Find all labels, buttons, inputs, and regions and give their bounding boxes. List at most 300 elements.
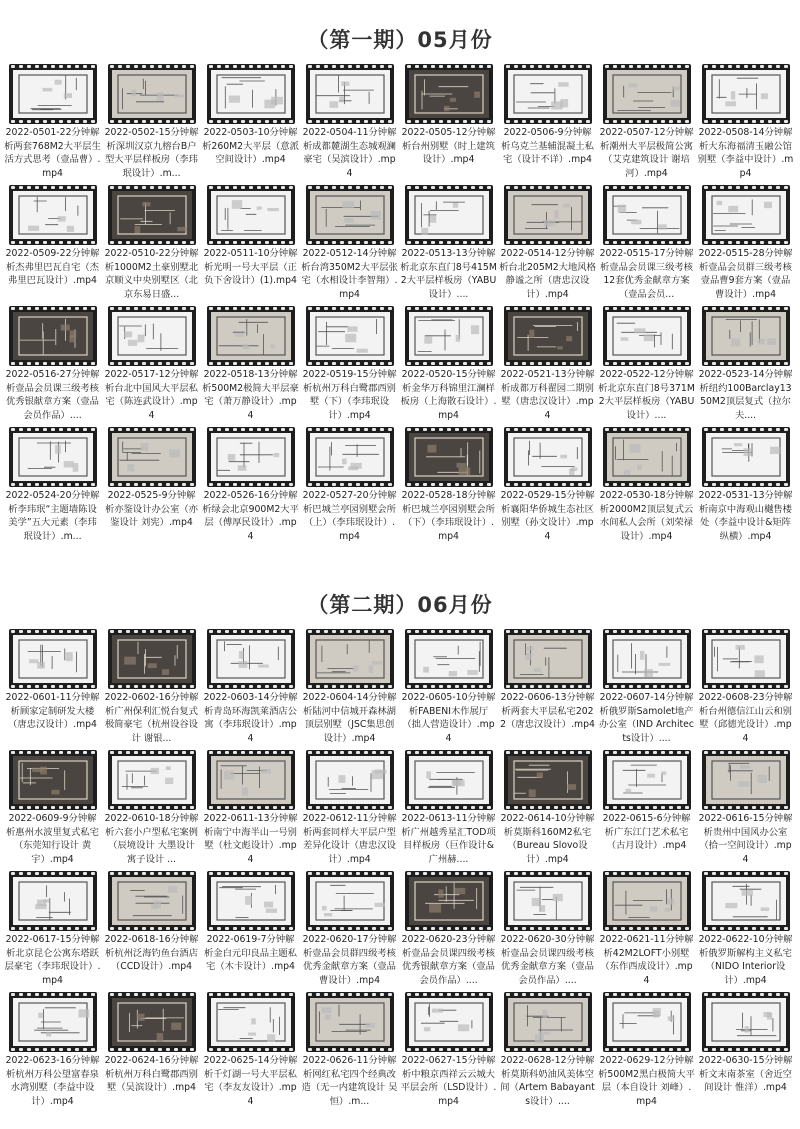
video-row [4, 185, 796, 303]
video-file-name: 2022-0524-20分钟解析李玮珉“主题墙陈设美学”五大元素（李玮珉设计）.m... [5, 490, 100, 542]
video-thumbnail[interactable] [702, 871, 790, 931]
video-file-item[interactable] [598, 750, 695, 868]
video-thumbnail[interactable] [108, 64, 196, 124]
floor-plan-preview-image [607, 635, 687, 683]
film-strip-holes [9, 482, 97, 487]
floor-plan-preview-image [607, 191, 687, 239]
video-file-name: 2022-0520-15分钟解析金华万科锦里江澜样板房（上海散石设计）.mp4 [400, 369, 497, 421]
video-file-item[interactable] [103, 871, 200, 989]
video-thumbnail[interactable] [9, 750, 97, 810]
video-file-item[interactable] [598, 64, 695, 182]
floor-plan-preview-image [112, 756, 192, 804]
video-file-item[interactable] [202, 64, 299, 182]
video-file-item[interactable] [400, 750, 497, 868]
video-thumbnail[interactable] [207, 185, 295, 245]
video-file-name: 2022-0602-16分钟解析广州保利汇悦台复式极简豪宅（杭州设谷设计 谢银... [104, 692, 199, 744]
film-strip-holes [9, 629, 97, 634]
video-file-item[interactable] [301, 750, 398, 868]
video-file-item[interactable] [697, 750, 794, 868]
floor-plan-preview-image [706, 433, 786, 481]
film-strip-holes [207, 119, 295, 124]
video-file-name: 2022-0615-6分钟解析广东江门艺术私宅（古月设计）.mp4 [602, 813, 691, 851]
video-file-name: 2022-0629-12分钟解析500M2黑白极简大平层（本自设计 刘峰）.mp4 [598, 1055, 695, 1107]
video-thumbnail[interactable] [306, 306, 394, 366]
video-file-item[interactable] [103, 750, 200, 868]
video-row [4, 992, 796, 1110]
film-strip-holes [603, 992, 691, 997]
video-thumbnail[interactable] [405, 185, 493, 245]
film-strip-holes [207, 185, 295, 190]
floor-plan-preview-image [310, 70, 390, 118]
video-thumbnail[interactable] [108, 629, 196, 689]
video-thumbnail[interactable] [9, 992, 97, 1052]
film-strip-holes [9, 240, 97, 245]
film-strip-holes [702, 750, 790, 755]
video-file-item[interactable] [202, 185, 299, 303]
video-thumbnail[interactable] [405, 629, 493, 689]
video-file-name: 2022-0514-12分钟解析台北205M2大地风格静谧之所（唐忠汉设计）.mp4 [499, 248, 596, 300]
floor-plan-preview-image [13, 312, 93, 360]
video-file-item[interactable] [400, 871, 497, 989]
video-thumbnail[interactable] [702, 427, 790, 487]
video-thumbnail[interactable] [207, 629, 295, 689]
video-thumbnail[interactable] [603, 992, 691, 1052]
film-strip-holes [306, 306, 394, 311]
film-strip-holes [306, 119, 394, 124]
film-strip-holes [702, 361, 790, 366]
video-file-name: 2022-0515-28分钟解析壹品会员群三级考核壹品曹9套方案（壹品曹设计）.mp4 [698, 248, 793, 300]
film-strip-holes [108, 64, 196, 69]
video-file-item[interactable] [499, 185, 596, 303]
floor-plan-preview-image [13, 191, 93, 239]
film-strip-holes [207, 361, 295, 366]
floor-plan-preview-image [508, 635, 588, 683]
video-thumbnail[interactable] [504, 750, 592, 810]
film-strip-holes [504, 684, 592, 689]
floor-plan-preview-image [13, 877, 93, 925]
film-strip-holes [504, 1047, 592, 1052]
film-strip-holes [702, 240, 790, 245]
video-thumbnail[interactable] [9, 871, 97, 931]
video-file-item[interactable] [301, 992, 398, 1110]
video-thumbnail[interactable] [702, 992, 790, 1052]
floor-plan-preview-image [508, 191, 588, 239]
film-strip-holes [603, 805, 691, 810]
film-strip-holes [702, 306, 790, 311]
video-file-item[interactable] [499, 427, 596, 545]
film-strip-holes [306, 361, 394, 366]
video-thumbnail[interactable] [702, 629, 790, 689]
video-file-item[interactable] [202, 871, 299, 989]
video-file-name: 2022-0519-15分钟解析杭州万科白鹭郡西别墅（下）（李玮珉设计）.mp4 [302, 369, 397, 421]
video-thumbnail[interactable] [306, 629, 394, 689]
video-grid [4, 64, 796, 548]
video-file-name: 2022-0622-10分钟解析俄罗斯解构主义私宅（NIDO Interior设计）.mp4 [698, 934, 793, 986]
floor-plan-preview-image [13, 433, 93, 481]
video-row [4, 427, 796, 545]
film-strip-holes [207, 1047, 295, 1052]
video-file-item[interactable] [301, 871, 398, 989]
video-thumbnail[interactable] [306, 185, 394, 245]
video-row [4, 629, 796, 747]
video-thumbnail[interactable] [108, 750, 196, 810]
film-strip-holes [504, 805, 592, 810]
video-file-item[interactable] [301, 427, 398, 545]
floor-plan-preview-image [508, 433, 588, 481]
floor-plan-preview-image [607, 433, 687, 481]
video-thumbnail[interactable] [603, 185, 691, 245]
video-thumbnail[interactable] [9, 185, 97, 245]
floor-plan-preview-image [706, 635, 786, 683]
film-strip-holes [405, 306, 493, 311]
film-strip-holes [603, 750, 691, 755]
film-strip-holes [702, 629, 790, 634]
film-strip-holes [108, 240, 196, 245]
film-strip-holes [702, 926, 790, 931]
video-thumbnail[interactable] [405, 750, 493, 810]
film-strip-holes [108, 871, 196, 876]
film-strip-holes [207, 64, 295, 69]
video-file-name: 2022-0601-11分钟解析顾家定制研发大楼（唐忠汉设计）.mp4 [5, 692, 100, 730]
video-file-item[interactable] [4, 629, 101, 747]
video-thumbnail[interactable] [405, 427, 493, 487]
floor-plan-preview-image [607, 877, 687, 925]
video-thumbnail[interactable] [207, 992, 295, 1052]
video-file-item[interactable] [301, 306, 398, 424]
film-strip-holes [108, 361, 196, 366]
video-file-item[interactable] [598, 185, 695, 303]
video-thumbnail[interactable] [504, 629, 592, 689]
video-file-item[interactable] [301, 185, 398, 303]
floor-plan-preview-image [409, 191, 489, 239]
video-file-item[interactable] [4, 64, 101, 182]
video-file-name: 2022-0609-9分钟解析惠州水波里复式私宅（东莞知行设计 黄宇）.mp4 [6, 813, 99, 865]
film-strip-holes [504, 361, 592, 366]
video-file-item[interactable] [598, 629, 695, 747]
video-thumbnail[interactable] [207, 871, 295, 931]
video-file-name: 2022-0527-20分钟解析巴城兰亭园别墅会所（上）（李玮珉设计）.mp4 [302, 490, 397, 542]
video-file-item[interactable] [202, 427, 299, 545]
video-file-item[interactable] [202, 629, 299, 747]
video-thumbnail[interactable] [702, 750, 790, 810]
floor-plan-preview-image [409, 756, 489, 804]
video-file-name: 2022-0604-14分钟解析陆河中信城开森林湖顶层别墅（JSC集思创设计）.mp4 [302, 692, 397, 744]
film-strip-holes [603, 1047, 691, 1052]
video-thumbnail[interactable] [108, 992, 196, 1052]
video-thumbnail[interactable] [603, 871, 691, 931]
floor-plan-preview-image [706, 877, 786, 925]
floor-plan-preview-image [310, 756, 390, 804]
video-thumbnail[interactable] [702, 185, 790, 245]
video-row [4, 306, 796, 424]
video-file-item[interactable] [697, 629, 794, 747]
floor-plan-preview-image [211, 756, 291, 804]
video-file-name: 2022-0610-18分钟解析六套小户型私宅案例（辰境设计 大墨设计 寓子设计 ... [104, 813, 199, 865]
video-thumbnail[interactable] [306, 427, 394, 487]
video-file-item[interactable] [400, 185, 497, 303]
video-thumbnail[interactable] [306, 64, 394, 124]
video-thumbnail[interactable] [405, 306, 493, 366]
video-file-name: 2022-0614-10分钟解析莫斯科160M2私宅（Bureau Slovo设计）.mp4 [500, 813, 595, 865]
video-file-name: 2022-0620-17分钟解析壹品会员群四级考核优秀金献章方案（壹品曹设计）.mp4 [302, 934, 397, 986]
video-file-item[interactable] [697, 992, 794, 1110]
video-file-item[interactable] [4, 427, 101, 545]
video-file-item[interactable] [202, 992, 299, 1110]
video-file-name: 2022-0531-13分钟解析南京中海观山樾售楼处（李益中设计&矩阵纵横）.mp4 [698, 490, 793, 542]
film-strip-holes [306, 629, 394, 634]
video-thumbnail[interactable] [306, 750, 394, 810]
video-file-item[interactable] [301, 629, 398, 747]
video-file-item[interactable] [499, 306, 596, 424]
video-file-item[interactable] [4, 871, 101, 989]
film-strip-holes [504, 629, 592, 634]
video-file-item[interactable] [103, 306, 200, 424]
video-file-item[interactable] [103, 629, 200, 747]
video-file-name: 2022-0508-14分钟解析大东海福清玉融公馆别墅（李益中设计）.mp4 [697, 127, 794, 179]
video-thumbnail[interactable] [207, 306, 295, 366]
video-thumbnail[interactable] [504, 306, 592, 366]
video-file-item[interactable] [499, 64, 596, 182]
film-strip-holes [9, 684, 97, 689]
film-strip-holes [504, 185, 592, 190]
video-file-item[interactable] [4, 992, 101, 1110]
film-strip-holes [9, 750, 97, 755]
video-file-item[interactable] [4, 306, 101, 424]
video-thumbnail[interactable] [504, 871, 592, 931]
floor-plan-preview-image [706, 191, 786, 239]
video-file-item[interactable] [499, 871, 596, 989]
video-file-item[interactable] [103, 992, 200, 1110]
film-strip-holes [603, 427, 691, 432]
film-strip-holes [504, 306, 592, 311]
video-file-name: 2022-0526-16分钟解析绿会北京900M2大平层（傅厚民设计）.mp4 [202, 490, 299, 542]
film-strip-holes [306, 427, 394, 432]
film-strip-holes [9, 805, 97, 810]
video-file-name: 2022-0606-13分钟解析两套大平层私宅2022（唐忠汉设计）.mp4 [500, 692, 595, 730]
floor-plan-preview-image [211, 877, 291, 925]
video-thumbnail[interactable] [207, 427, 295, 487]
video-file-name: 2022-0512-14分钟解析台湾350M2大平层张宅（水相设计李智翔）.mp4 [301, 248, 398, 300]
film-strip-holes [603, 185, 691, 190]
video-row [4, 871, 796, 989]
video-thumbnail[interactable] [9, 629, 97, 689]
film-strip-holes [603, 240, 691, 245]
film-strip-holes [108, 119, 196, 124]
film-strip-holes [306, 871, 394, 876]
film-strip-holes [108, 1047, 196, 1052]
video-thumbnail[interactable] [108, 871, 196, 931]
film-strip-holes [405, 119, 493, 124]
video-thumbnail[interactable] [306, 992, 394, 1052]
video-file-item[interactable] [400, 629, 497, 747]
video-file-item[interactable] [697, 306, 794, 424]
video-thumbnail[interactable] [504, 64, 592, 124]
film-strip-holes [207, 750, 295, 755]
video-file-item[interactable] [697, 871, 794, 989]
floor-plan-preview-image [211, 312, 291, 360]
video-thumbnail[interactable] [405, 64, 493, 124]
floor-plan-preview-image [310, 433, 390, 481]
floor-plan-preview-image [310, 312, 390, 360]
video-thumbnail[interactable] [9, 427, 97, 487]
video-file-name: 2022-0607-14分钟解析俄罗斯Samolet地产办公室（IND Architects设计）.... [598, 692, 695, 744]
film-strip-holes [702, 427, 790, 432]
video-file-item[interactable] [4, 185, 101, 303]
video-file-item[interactable] [4, 750, 101, 868]
video-file-name: 2022-0627-15分钟解析中粮京西祥云云城大平层会所（LSD设计）.mp4 [400, 1055, 497, 1107]
video-file-item[interactable] [202, 750, 299, 868]
film-strip-holes [405, 361, 493, 366]
floor-plan-preview-image [508, 877, 588, 925]
floor-plan-preview-image [310, 191, 390, 239]
floor-plan-preview-image [13, 635, 93, 683]
video-thumbnail[interactable] [702, 306, 790, 366]
video-file-item[interactable] [202, 306, 299, 424]
film-strip-holes [9, 926, 97, 931]
video-thumbnail[interactable] [603, 306, 691, 366]
film-strip-holes [405, 926, 493, 931]
video-file-name: 2022-0625-14分钟解析千灯湖一号大平层私宅（李友友设计）.mp4 [203, 1055, 298, 1107]
film-strip-holes [504, 119, 592, 124]
film-strip-holes [504, 482, 592, 487]
video-file-name: 2022-0624-16分钟解析杭州万科白鹭郡西别墅（吴滨设计）.mp4 [104, 1055, 199, 1093]
floor-plan-preview-image [409, 635, 489, 683]
floor-plan-preview-image [607, 312, 687, 360]
video-file-item[interactable] [598, 427, 695, 545]
film-strip-holes [504, 427, 592, 432]
floor-plan-preview-image [508, 70, 588, 118]
video-file-item[interactable] [103, 64, 200, 182]
floor-plan-preview-image [409, 312, 489, 360]
video-file-name: 2022-0619-7分钟解析金白元印良品主题私宅（木卡设计）.mp4 [204, 934, 297, 972]
film-strip-holes [306, 992, 394, 997]
film-strip-holes [405, 482, 493, 487]
video-thumbnail[interactable] [108, 306, 196, 366]
film-strip-holes [603, 361, 691, 366]
video-file-name: 2022-0611-13分钟解析南宁中海半山一号别墅（杜文彪设计）.mp4 [203, 813, 298, 865]
video-thumbnail[interactable] [9, 306, 97, 366]
video-file-item[interactable] [400, 992, 497, 1110]
video-thumbnail[interactable] [603, 64, 691, 124]
period-section [0, 565, 800, 1125]
video-file-item[interactable] [598, 871, 695, 989]
film-strip-holes [9, 306, 97, 311]
floor-plan-preview-image [706, 998, 786, 1046]
video-file-item[interactable] [499, 992, 596, 1110]
video-thumbnail[interactable] [306, 871, 394, 931]
film-strip-holes [306, 482, 394, 487]
film-strip-holes [702, 805, 790, 810]
film-strip-holes [9, 119, 97, 124]
floor-plan-preview-image [409, 433, 489, 481]
floor-plan-preview-image [310, 635, 390, 683]
video-file-name: 2022-0605-10分钟解析FABENI木作展厅（拙人营造设计）.mp4 [401, 692, 496, 744]
floor-plan-preview-image [112, 191, 192, 239]
video-thumbnail[interactable] [207, 64, 295, 124]
video-file-item[interactable] [301, 64, 398, 182]
video-thumbnail[interactable] [702, 64, 790, 124]
video-file-name: 2022-0504-11分钟解析成都麓湖生态城观澜豪宅（吴滨设计）.mp4 [302, 127, 397, 179]
film-strip-holes [9, 185, 97, 190]
film-strip-holes [207, 629, 295, 634]
video-thumbnail[interactable] [504, 185, 592, 245]
video-thumbnail[interactable] [603, 629, 691, 689]
video-file-name: 2022-0628-12分钟解析莫斯科奶油风美体空间（Artem Babayants设计）.... [500, 1055, 595, 1107]
floor-plan-preview-image [112, 70, 192, 118]
film-strip-holes [306, 805, 394, 810]
video-file-item[interactable] [697, 427, 794, 545]
video-grid [4, 629, 796, 1113]
video-thumbnail[interactable] [405, 871, 493, 931]
video-thumbnail[interactable] [504, 992, 592, 1052]
film-strip-holes [306, 1047, 394, 1052]
film-strip-holes [603, 119, 691, 124]
video-file-item[interactable] [499, 629, 596, 747]
video-thumbnail[interactable] [207, 750, 295, 810]
film-strip-holes [405, 750, 493, 755]
film-strip-holes [702, 119, 790, 124]
video-file-name: 2022-0608-23分钟解析台州德信江山云和别墅（邱德光设计）.mp4 [698, 692, 793, 744]
video-thumbnail[interactable] [504, 427, 592, 487]
floor-plan-preview-image [409, 998, 489, 1046]
video-file-name: 2022-0530-18分钟解析2000M2顶层复式云水间私人会所（刘荣禄设计）.mp4 [599, 490, 694, 542]
video-file-item[interactable] [400, 64, 497, 182]
video-file-item[interactable] [400, 306, 497, 424]
video-file-name: 2022-0620-30分钟解析壹品会员课四级考核优秀金献章方案（壹品会员作品）.... [500, 934, 595, 986]
video-file-name: 2022-0510-22分钟解析1000M2土豪别墅北京顺义中央别墅区（北京东易日盛... [104, 248, 199, 300]
film-strip-holes [306, 64, 394, 69]
film-strip-holes [405, 185, 493, 190]
film-strip-holes [603, 306, 691, 311]
video-file-item[interactable] [598, 992, 695, 1110]
video-file-name: 2022-0502-15分钟解析深圳汉京九榕台B户型大平层样板房（李玮珉设计）.m... [104, 127, 199, 179]
film-strip-holes [504, 240, 592, 245]
video-thumbnail[interactable] [603, 427, 691, 487]
floor-plan-preview-image [409, 877, 489, 925]
film-strip-holes [702, 482, 790, 487]
video-file-item[interactable] [499, 750, 596, 868]
film-strip-holes [9, 1047, 97, 1052]
video-file-item[interactable] [697, 185, 794, 303]
video-file-name: 2022-0518-13分钟解析500M2极简大平层豪宅（萧万静设计）.mp4 [202, 369, 299, 421]
video-file-item[interactable] [103, 185, 200, 303]
video-thumbnail[interactable] [405, 992, 493, 1052]
video-file-item[interactable] [598, 306, 695, 424]
video-file-item[interactable] [103, 427, 200, 545]
video-thumbnail[interactable] [108, 185, 196, 245]
floor-plan-preview-image [706, 70, 786, 118]
video-file-name: 2022-0503-10分钟解析260M2大平层（意派空间设计）.mp4 [202, 127, 299, 165]
video-file-item[interactable] [697, 64, 794, 182]
film-strip-holes [9, 871, 97, 876]
video-file-name: 2022-0528-18分钟解析巴城兰亭园别墅会所（下）（李玮珉设计）.mp4 [401, 490, 496, 542]
film-strip-holes [108, 482, 196, 487]
video-file-name: 2022-0511-10分钟解析光明一号大平层（正负下舍设计）(1).mp4 [203, 248, 298, 286]
floor-plan-preview-image [211, 433, 291, 481]
video-thumbnail[interactable] [9, 64, 97, 124]
section-title: （第一期）05月份 [307, 28, 493, 52]
video-file-name: 2022-0623-16分钟解析杭州万科公望富春泉水湾别墅（李益中设计）.mp4 [5, 1055, 100, 1107]
film-strip-holes [207, 427, 295, 432]
film-strip-holes [702, 684, 790, 689]
film-strip-holes [306, 185, 394, 190]
floor-plan-preview-image [607, 756, 687, 804]
video-file-name: 2022-0620-23分钟解析壹品会员课四级考核优秀银献章方案（壹品会员作品）.... [401, 934, 496, 986]
video-thumbnail[interactable] [603, 750, 691, 810]
film-strip-holes [108, 306, 196, 311]
video-file-item[interactable] [400, 427, 497, 545]
video-thumbnail[interactable] [108, 427, 196, 487]
